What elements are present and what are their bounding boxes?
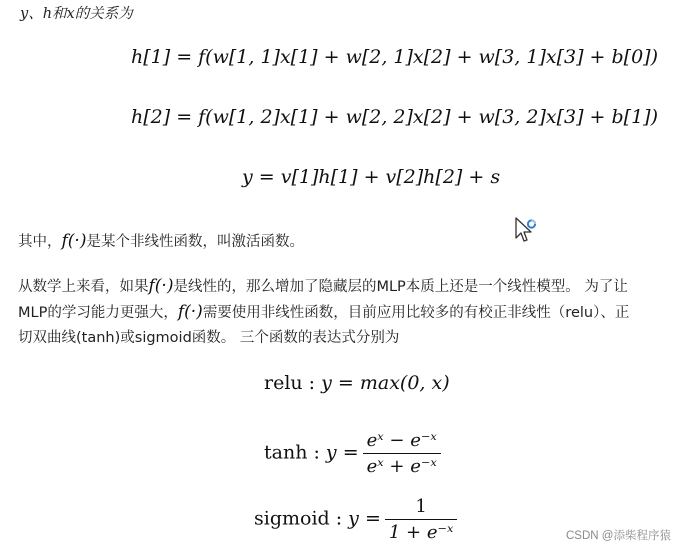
relu-expr: y = max(0, x) bbox=[321, 372, 450, 394]
para2-line1-b: 是线性的，那么增加了隐藏层的MLP本质上还是一个线性模型。 为了让 bbox=[173, 279, 628, 295]
para2-line1-fx: f(·) bbox=[148, 276, 174, 296]
sigmoid-fraction bbox=[385, 496, 458, 543]
mouse-pointer-busy-icon bbox=[514, 216, 536, 244]
para2-line2-b: 需要使用非线性函数，目前应用比较多的有校正非线性（relu）、正 bbox=[202, 305, 630, 321]
para1-prefix: 其中， bbox=[18, 234, 62, 250]
tanh-lhs: y = bbox=[325, 441, 359, 464]
csdn-watermark: CSDN @添柴程序猿 bbox=[566, 530, 671, 542]
tanh-numerator: eˣ − e⁻ˣ bbox=[366, 430, 437, 451]
tanh-fraction bbox=[363, 430, 441, 477]
tanh-label: tanh : bbox=[264, 441, 326, 464]
para2-line1 bbox=[18, 274, 628, 300]
equation-y: y = v[1]h[1] + v[2]h[2] + s bbox=[242, 166, 501, 188]
relu-label: relu : bbox=[264, 372, 322, 394]
para2-line2-a: MLP的学习能力更强大， bbox=[18, 305, 178, 321]
equation-h1: h[1] = f(w[1, 1]x[1] + w[2, 1]x[2] + w[3, 1]x[3] + b[0]) bbox=[131, 46, 658, 68]
para2-line3: 切双曲线(tanh)或sigmoid函数。 三个函数的表达式分别为 bbox=[18, 330, 400, 346]
relu-formula bbox=[264, 372, 450, 394]
sigmoid-lhs: y = bbox=[348, 507, 381, 530]
para2-line2 bbox=[18, 300, 629, 326]
para2-line2-fx: f(·) bbox=[177, 302, 203, 322]
sigmoid-numerator: 1 bbox=[415, 496, 427, 517]
sigmoid-formula bbox=[254, 496, 457, 543]
para2-line1-a: 从数学上来看，如果 bbox=[18, 279, 149, 295]
equation-h2: h[2] = f(w[1, 2]x[1] + w[2, 2]x[2] + w[3, 2]x[3] + b[1]) bbox=[131, 106, 658, 128]
tanh-denominator: eˣ + e⁻ˣ bbox=[363, 453, 441, 477]
tanh-formula bbox=[264, 430, 441, 477]
sigmoid-label: sigmoid : bbox=[254, 507, 349, 530]
sigmoid-denominator: 1 + e⁻ˣ bbox=[385, 519, 458, 543]
para1-fx: f(·) bbox=[61, 231, 87, 251]
para1-suffix: 是某个非线性函数，叫激活函数。 bbox=[86, 234, 304, 250]
intro-heading: y、h和x的关系为 bbox=[20, 6, 133, 22]
paragraph-activation bbox=[18, 229, 304, 255]
